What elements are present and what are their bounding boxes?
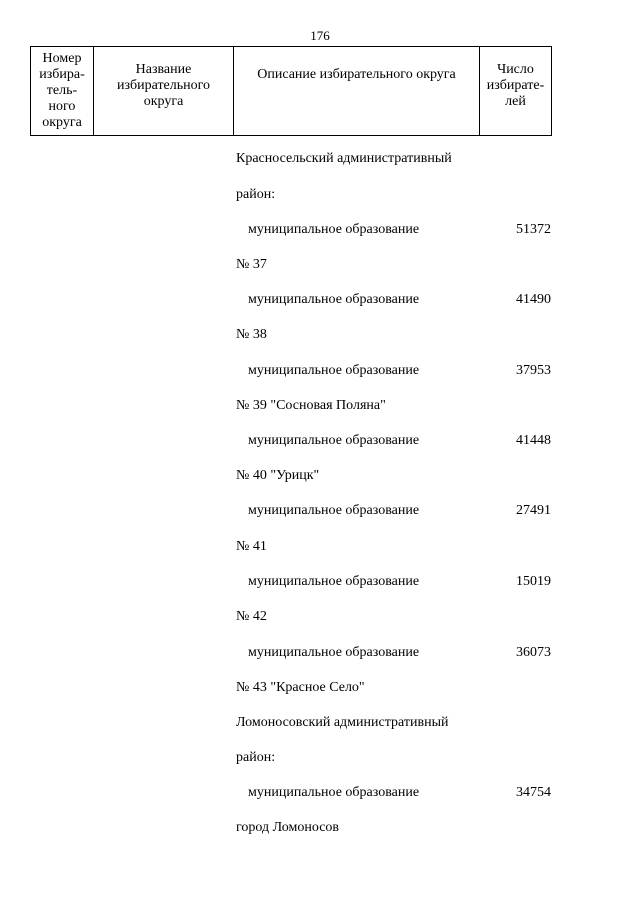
entry-suffix: № 39 "Сосновая Поляна" [236, 398, 386, 413]
entry-name: муниципальное образование [248, 574, 420, 589]
table-header [30, 46, 552, 136]
district-title: Красносельский административный [236, 151, 452, 166]
voter-count: 27491 [516, 503, 551, 518]
district-title-cont: район: [236, 750, 276, 765]
district-title-cont: район: [236, 187, 276, 202]
page-number: 176 [310, 28, 330, 43]
entry-name: муниципальное образование [248, 433, 420, 448]
entry-name: муниципальное образование [248, 645, 420, 660]
entry-suffix: № 40 "Урицк" [236, 468, 320, 483]
district-title: Ломоносовский административный [236, 715, 449, 730]
entry-suffix: № 41 [236, 539, 267, 554]
header-district-number: Номер избира- тель- ного округа [31, 47, 94, 135]
voter-count: 41448 [516, 433, 551, 448]
entry-name: муниципальное образование [248, 292, 420, 307]
header-voter-count: Число избирате- лей [486, 62, 545, 109]
entry-suffix: № 38 [236, 327, 267, 342]
header-district-name: Название избирательного округа [94, 47, 234, 135]
entry-name: муниципальное образование [248, 503, 420, 518]
entry-suffix: № 43 "Красное Село" [236, 680, 365, 695]
voter-count: 51372 [516, 222, 551, 237]
header-district-description: Описание избирательного округа [234, 47, 480, 135]
entry-name: муниципальное образование [248, 785, 420, 800]
entry-name: муниципальное образование [248, 363, 420, 378]
voter-count: 41490 [516, 292, 551, 307]
entry-name: муниципальное образование [248, 222, 420, 237]
entry-suffix: № 37 [236, 257, 267, 272]
voter-count: 15019 [516, 574, 551, 589]
voter-count: 36073 [516, 645, 551, 660]
entry-suffix: город Ломоносов [236, 820, 340, 835]
voter-count: 37953 [516, 363, 551, 378]
entry-suffix: № 42 [236, 609, 267, 624]
voter-count: 34754 [516, 785, 551, 800]
